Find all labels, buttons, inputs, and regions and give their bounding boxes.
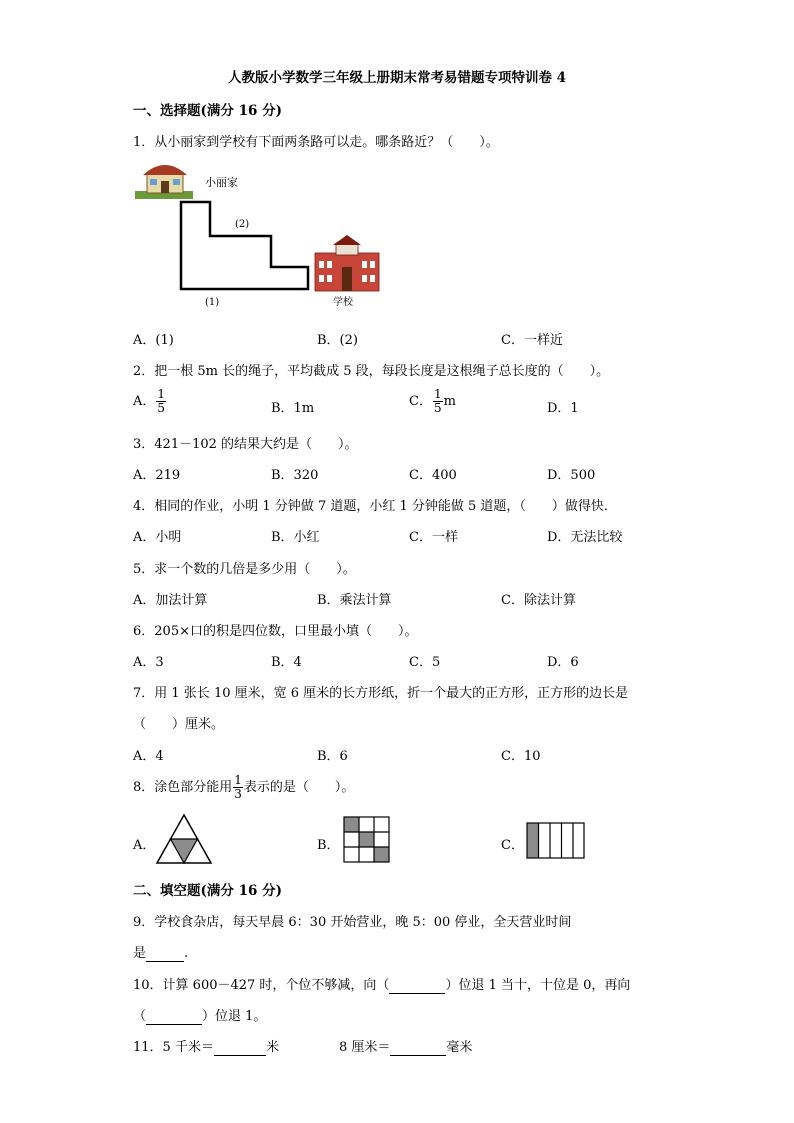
answer-blank[interactable] bbox=[214, 1040, 266, 1056]
route-1-label: (1) bbox=[205, 297, 220, 308]
page-title: 人教版小学数学三年级上册期末常考易错题专项特训卷 4 bbox=[227, 70, 567, 86]
question-9-line1: 9．学校食杂店，每天早晨 6：30 开始营业，晚 5：00 停业，全天营业时间 bbox=[133, 915, 572, 930]
answer-blank[interactable] bbox=[389, 978, 445, 994]
school-icon bbox=[315, 235, 379, 291]
house-label: 小丽家 bbox=[205, 176, 238, 189]
q3-option-b: B．320 bbox=[271, 468, 319, 483]
question-5: 5．求一个数的几倍是多少用（ ）。 bbox=[133, 562, 356, 577]
q5-option-c: C．除法计算 bbox=[501, 593, 576, 608]
section-heading-choice: 一、选择题(满分 16 分) bbox=[133, 103, 282, 119]
grid-figure bbox=[343, 816, 392, 864]
q4-option-a: A．小明 bbox=[133, 530, 182, 545]
q8-option-c-label: C． bbox=[501, 838, 524, 853]
question-2: 2．把一根 5m 长的绳子，平均截成 5 段，每段长度是这根绳子总长度的（ ）。 bbox=[133, 364, 610, 379]
question-10-line2: （ ）位退 1。 bbox=[133, 1009, 267, 1024]
route-2-label: (2) bbox=[235, 219, 250, 230]
house-icon bbox=[135, 165, 193, 199]
question-9-line2: 是 . bbox=[133, 946, 189, 961]
school-label: 学校 bbox=[333, 297, 353, 308]
q1-option-b: B．(2) bbox=[317, 333, 358, 348]
q3-option-c: C．400 bbox=[409, 468, 457, 483]
question-1: 1．从小丽家到学校有下面两条路可以走。哪条路近？（ ）。 bbox=[133, 135, 499, 150]
answer-blank[interactable] bbox=[390, 1040, 446, 1056]
question-11-part1: 11．5 千米＝ 米 bbox=[133, 1040, 279, 1055]
q2-option-a: A． $\frac{1}{5}$ bbox=[133, 387, 166, 415]
triangle-figure bbox=[155, 813, 213, 865]
q1-option-c: C．一样近 bbox=[501, 333, 563, 348]
q2-option-b: B．1m bbox=[271, 401, 315, 416]
question-10-line1: 10．计算 600－427 时，个位不够减，向（ ）位退 1 当十，十位是 0，再向 bbox=[133, 978, 631, 993]
q7-option-c: C．10 bbox=[501, 749, 541, 764]
q7-option-b: B．6 bbox=[317, 749, 348, 764]
strip-figure bbox=[526, 822, 586, 859]
q4-option-b: B．小红 bbox=[271, 530, 320, 545]
answer-blank[interactable] bbox=[146, 1009, 202, 1025]
q4-option-c: C．一样 bbox=[409, 530, 458, 545]
question-7-line1: 7．用 1 张长 10 厘米，宽 6 厘米的长方形纸，折一个最大的正方形，正方形的边长是 bbox=[133, 686, 629, 701]
q2-option-d: D．1 bbox=[547, 401, 579, 416]
q8-option-a-label: A． bbox=[133, 838, 156, 853]
question-11-part2: 8 厘米＝ 毫米 bbox=[339, 1040, 473, 1055]
question-8: 8．涂色部分能用 $\frac{1}{3}$ 表示的是（ ）。 bbox=[133, 773, 355, 801]
q6-option-a: A．3 bbox=[133, 655, 164, 670]
q8-option-b-label: B． bbox=[317, 838, 340, 853]
question-3: 3．421－102 的结果大约是（ ）。 bbox=[133, 437, 358, 452]
route-diagram bbox=[133, 157, 393, 312]
question-4: 4．相同的作业，小明 1 分钟做 7 道题，小红 1 分钟能做 5 道题，（ ）做得快． bbox=[133, 499, 617, 514]
q7-option-a: A．4 bbox=[133, 749, 164, 764]
q4-option-d: D．无法比较 bbox=[547, 530, 623, 545]
question-6: 6．205×口的积是四位数，口里最小填（ ）。 bbox=[133, 624, 418, 639]
section-heading-fill: 二、填空题(满分 16 分) bbox=[133, 883, 282, 899]
q1-option-a: A．(1) bbox=[133, 333, 174, 348]
q5-option-b: B．乘法计算 bbox=[317, 593, 392, 608]
q3-option-a: A．219 bbox=[133, 468, 181, 483]
q6-option-d: D．6 bbox=[547, 655, 579, 670]
q6-option-b: B．4 bbox=[271, 655, 302, 670]
q3-option-d: D．500 bbox=[547, 468, 596, 483]
route-path bbox=[181, 202, 308, 289]
question-7-line2: （ ）厘米。 bbox=[133, 717, 225, 732]
q6-option-c: C．5 bbox=[409, 655, 441, 670]
q5-option-a: A．加法计算 bbox=[133, 593, 208, 608]
answer-blank[interactable] bbox=[146, 946, 184, 962]
q2-option-c: C． $\frac{1}{5}$ m bbox=[409, 387, 456, 415]
